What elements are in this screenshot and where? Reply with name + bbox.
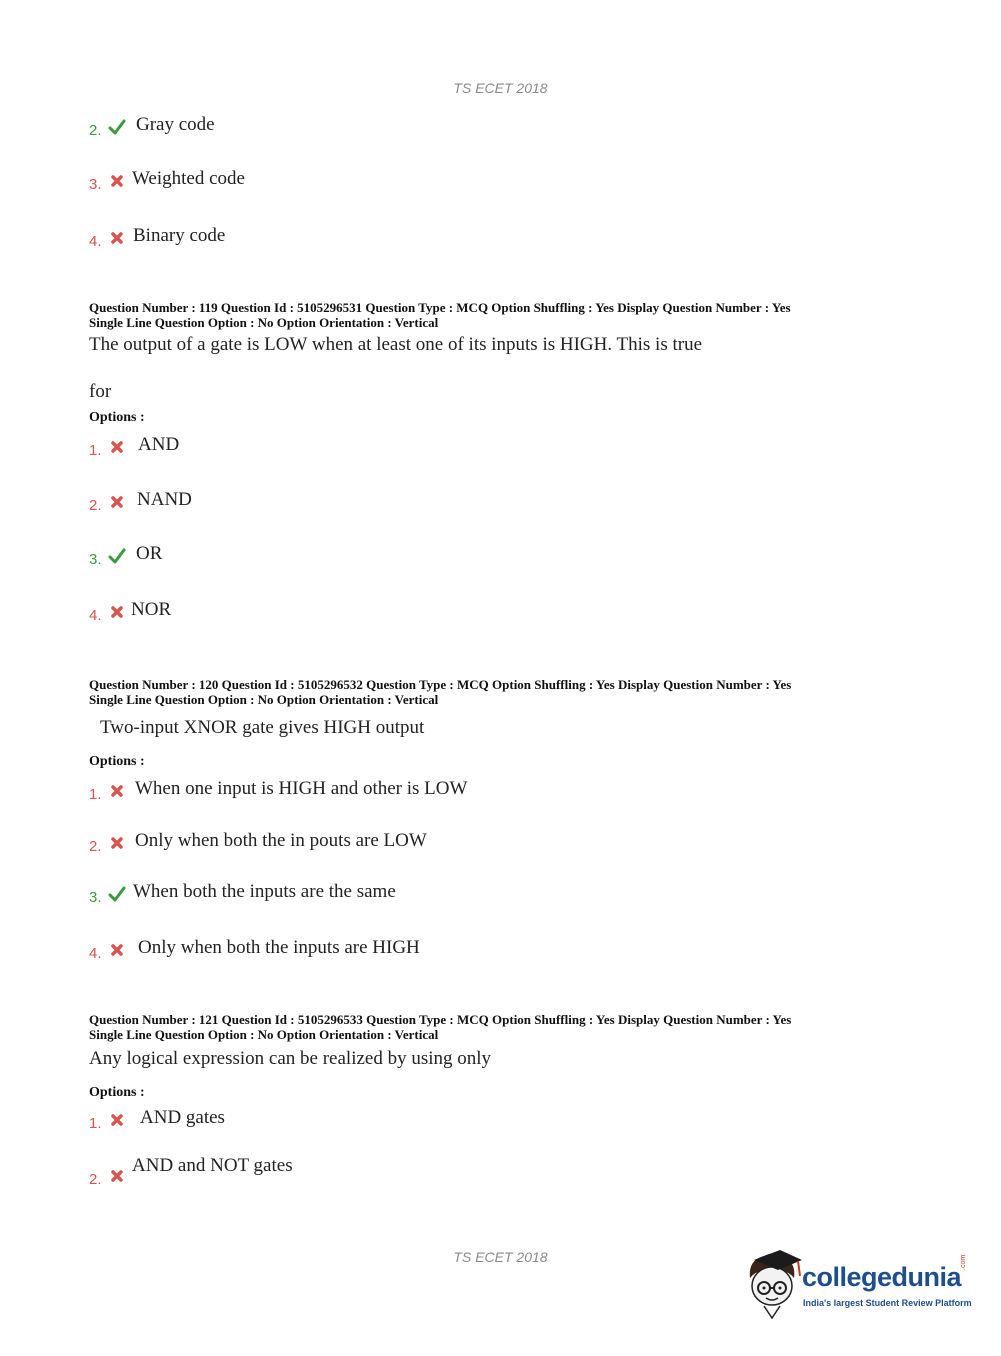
question-meta-line: Single Line Question Option : No Option Orientation : Vertical bbox=[89, 1027, 439, 1042]
check-icon bbox=[108, 118, 126, 136]
question-meta-line: Single Line Question Option : No Option Orientation : Vertical bbox=[89, 692, 439, 707]
option-number: 1. bbox=[89, 1115, 102, 1132]
option-text: Weighted code bbox=[132, 168, 245, 189]
option-number: 3. bbox=[89, 889, 102, 906]
options-label: Options : bbox=[89, 410, 145, 425]
option-text: When both the inputs are the same bbox=[133, 881, 396, 902]
question-meta-line: Single Line Question Option : No Option Orientation : Vertical bbox=[89, 315, 439, 330]
option-text: OR bbox=[136, 543, 163, 564]
option-number: 3. bbox=[89, 176, 102, 193]
cross-icon bbox=[108, 603, 126, 621]
check-icon bbox=[108, 885, 126, 903]
cross-icon bbox=[108, 438, 126, 456]
question-text-continued: for bbox=[89, 381, 112, 402]
question-text: The output of a gate is LOW when at least one of its inputs is HIGH. This is true bbox=[89, 334, 703, 355]
page-header: TS ECET 2018 bbox=[453, 80, 548, 96]
question-meta bbox=[89, 1012, 791, 1042]
options-label: Options : bbox=[89, 754, 145, 769]
option-number: 3. bbox=[89, 551, 102, 568]
cross-icon bbox=[108, 172, 126, 190]
cross-icon bbox=[108, 941, 126, 959]
cross-icon bbox=[108, 493, 126, 511]
collegedunia-logo bbox=[742, 1248, 972, 1320]
options-label: Options : bbox=[89, 1085, 145, 1100]
cross-icon bbox=[108, 1111, 126, 1129]
option-number: 4. bbox=[89, 233, 102, 250]
question-text: Two-input XNOR gate gives HIGH output bbox=[100, 717, 425, 738]
question-meta bbox=[89, 300, 791, 330]
option-text: NOR bbox=[131, 599, 172, 620]
question-meta-line: Question Number : 121 Question Id : 5105296533 Question Type : MCQ Option Shuffling : Yes Display Question Number : Yes bbox=[89, 1012, 792, 1027]
option-text: When one input is HIGH and other is LOW bbox=[135, 778, 468, 799]
option-text: AND and NOT gates bbox=[132, 1155, 293, 1176]
option-text: Gray code bbox=[136, 114, 215, 135]
option-number: 1. bbox=[89, 442, 102, 459]
page-footer: TS ECET 2018 bbox=[453, 1249, 548, 1265]
option-number: 2. bbox=[89, 838, 102, 855]
option-text: AND bbox=[138, 434, 180, 455]
option-number: 4. bbox=[89, 607, 102, 624]
cross-icon bbox=[108, 1167, 126, 1185]
question-text: Any logical expression can be realized by using only bbox=[89, 1048, 492, 1069]
option-number: 2. bbox=[89, 497, 102, 514]
option-text: NAND bbox=[137, 489, 192, 510]
option-number: 2. bbox=[89, 122, 102, 139]
cross-icon bbox=[108, 229, 126, 247]
question-meta-line: Question Number : 119 Question Id : 5105296531 Question Type : MCQ Option Shuffling : Yes Display Question Number : Yes bbox=[89, 300, 791, 315]
option-number: 4. bbox=[89, 945, 102, 962]
option-text: Only when both the in pouts are LOW bbox=[135, 830, 427, 851]
cross-icon bbox=[108, 834, 126, 852]
logo-suffix: .com bbox=[960, 1254, 967, 1270]
question-meta-line: Question Number : 120 Question Id : 5105296532 Question Type : MCQ Option Shuffling : Yes Display Question Number : Yes bbox=[89, 677, 792, 692]
logo-tagline: India's largest Student Review Platform bbox=[803, 1298, 972, 1308]
option-text: AND gates bbox=[140, 1107, 225, 1128]
mascot-icon bbox=[742, 1248, 804, 1320]
question-meta bbox=[89, 677, 791, 707]
option-number: 1. bbox=[89, 786, 102, 803]
logo-wordmark: collegedunia bbox=[802, 1262, 962, 1292]
cross-icon bbox=[108, 782, 126, 800]
option-text: Binary code bbox=[133, 225, 226, 246]
option-text: Only when both the inputs are HIGH bbox=[138, 937, 420, 958]
check-icon bbox=[108, 547, 126, 565]
option-number: 2. bbox=[89, 1171, 102, 1188]
